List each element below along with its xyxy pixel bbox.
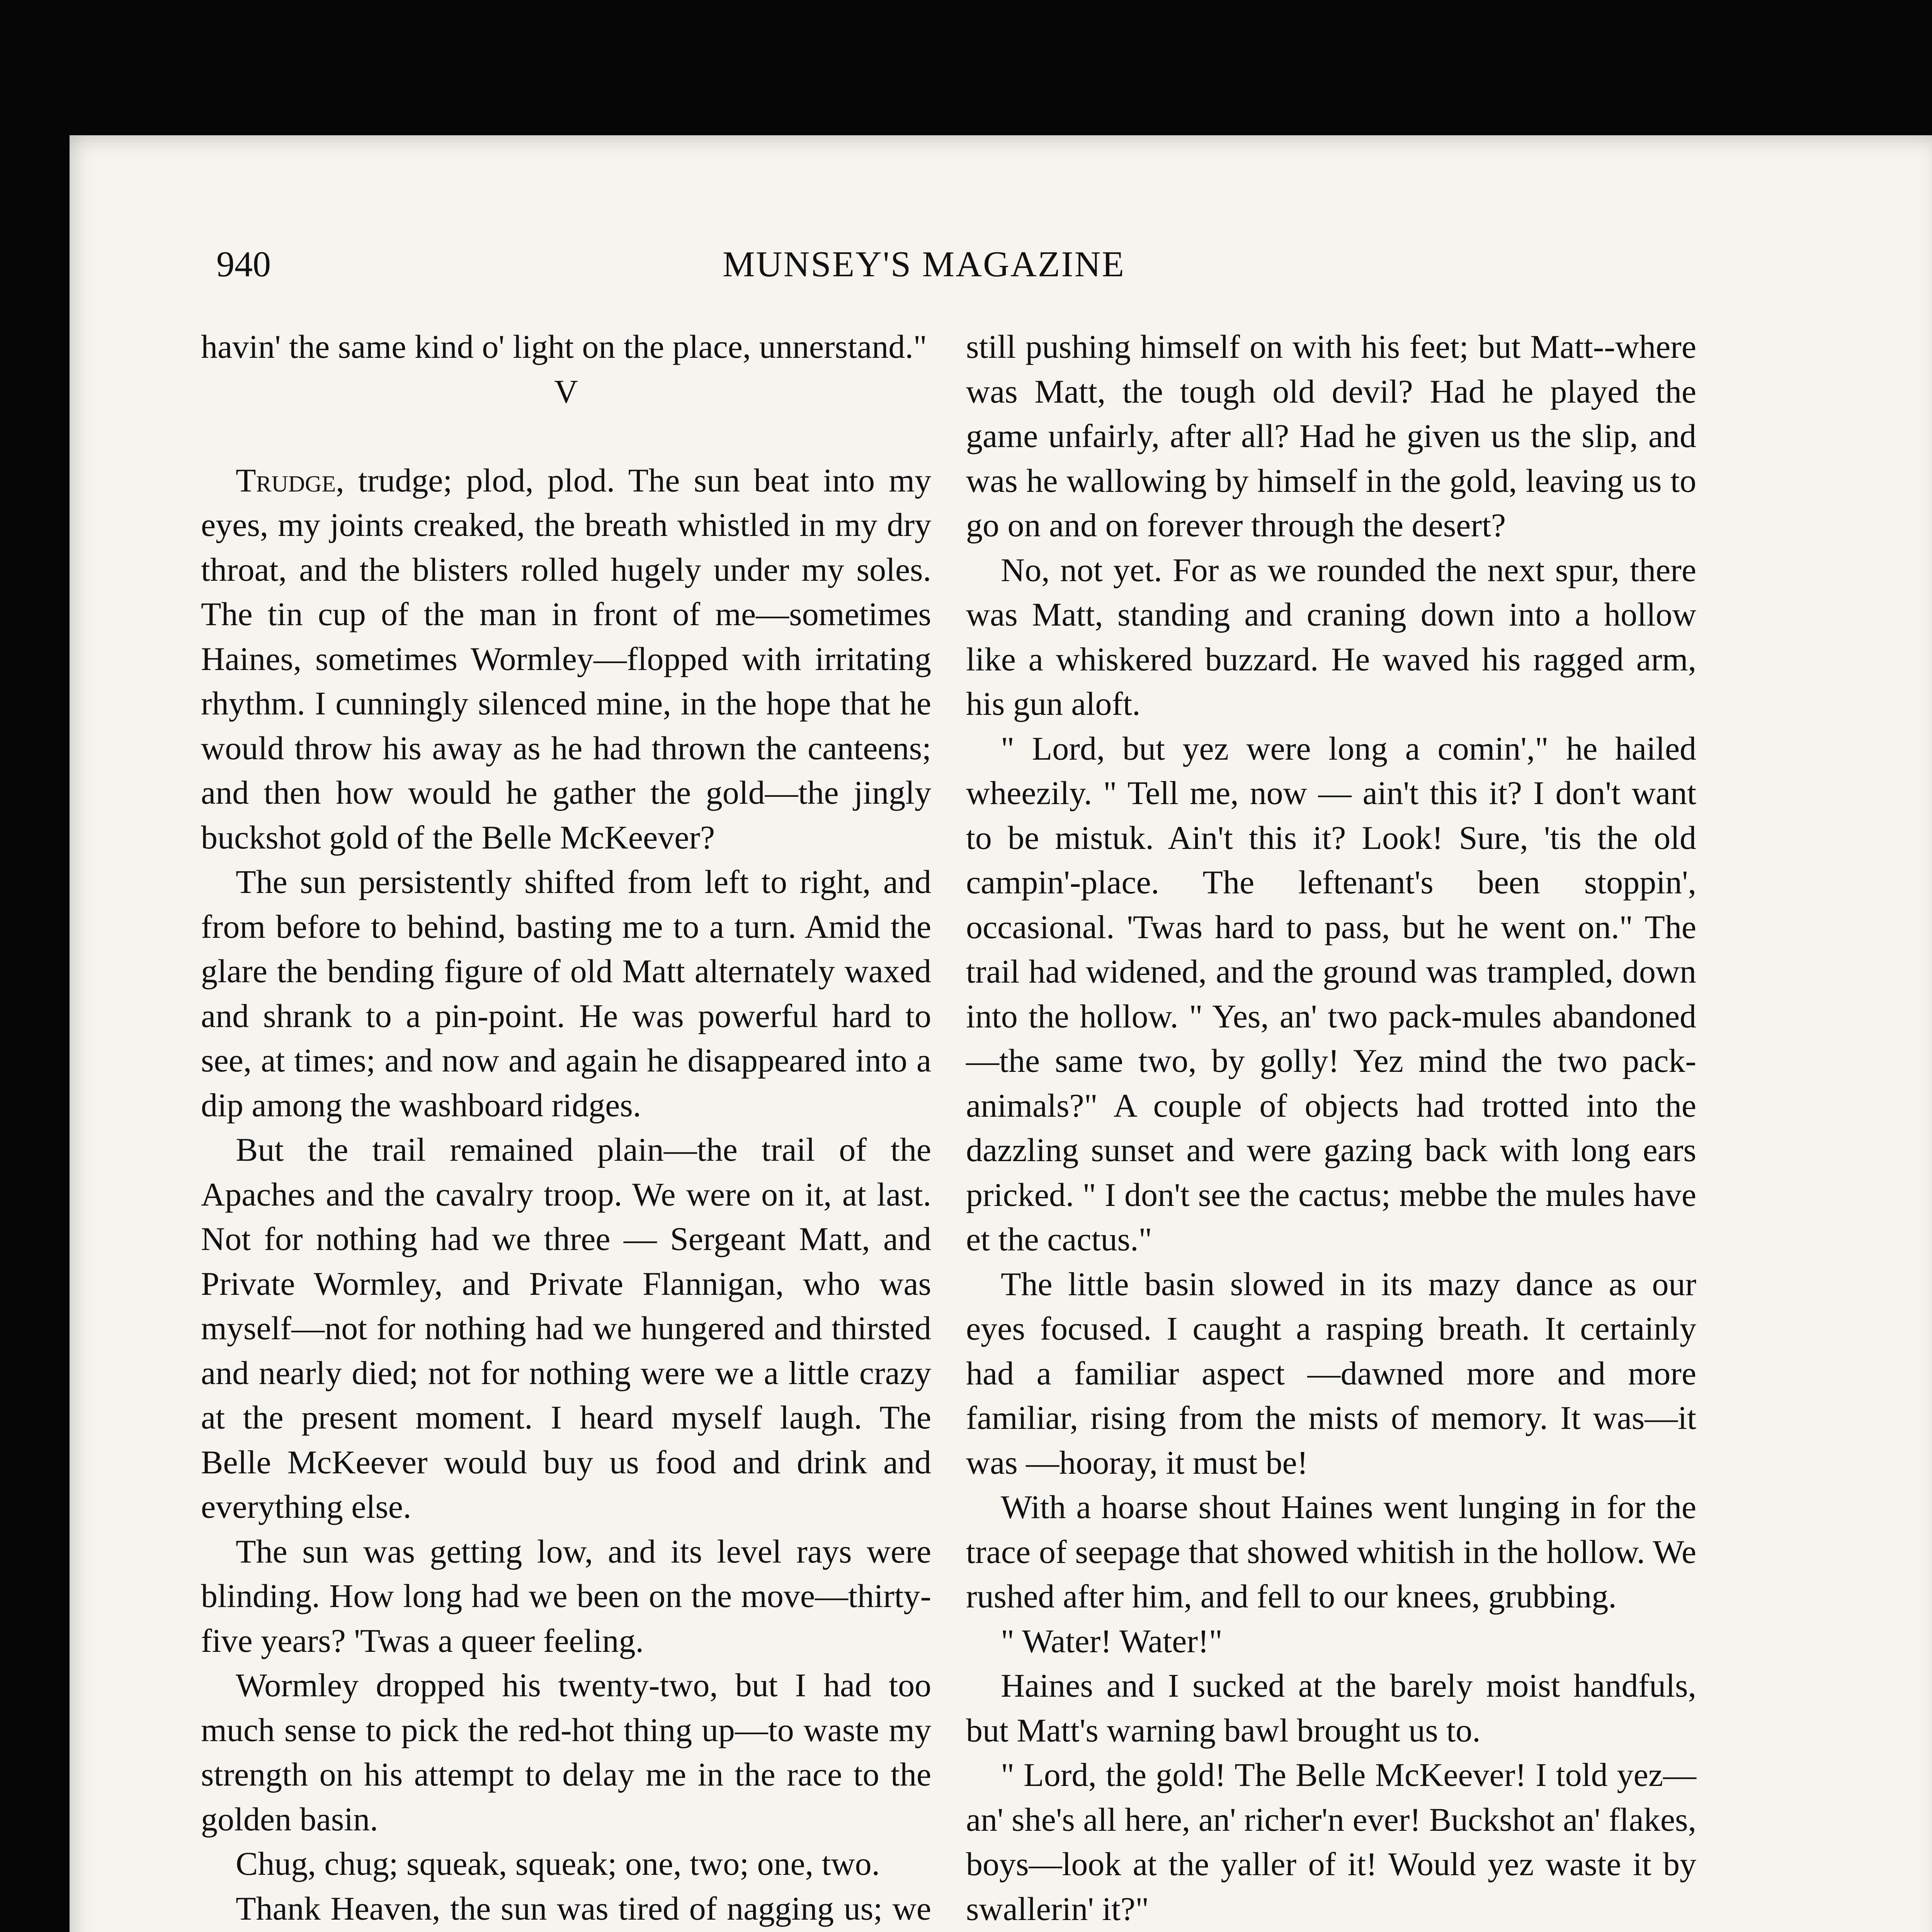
page-number: 940 bbox=[216, 244, 271, 284]
paragraph-lead: Trudge, bbox=[236, 461, 344, 499]
paragraph: Haines and I sucked at the barely moist handfuls, but Matt's warning bawl brought us to. bbox=[966, 1667, 1696, 1749]
paragraph: " Lord, the gold! The Belle McKeever! I told yez—an' she's all here, an' richer'n ever! Buckshot an' flakes, boys—look at the yaller of it! Would yez waste it by swallerin' it?" bbox=[966, 1756, 1696, 1927]
paragraph: No, not yet. For as we rounded the next spur, there was Matt, standing and craning down into a hollow like a whiskered buzzard. He waved his ragged arm, his gun aloft. bbox=[966, 551, 1696, 722]
paragraph: But the trail remained plain—the trail of the Apaches and the cavalry troop. We were on it, at last. Not for nothing had we three — Sergeant Matt, and Private Wormley, and Private Flannigan, who was myself—not for nothing had we hungered and thirsted and nearly died; not for nothing were we a little crazy at the present moment. I heard myself laugh. The Belle McKeever would buy us food and drink and everything else. bbox=[201, 1131, 931, 1525]
page-header bbox=[216, 243, 1704, 290]
paragraph: The sun was getting low, and its level rays were blinding. How long had we been on the move—thirty-five years? 'Twas a queer feeling. bbox=[201, 1532, 931, 1659]
paragraph: Thank Heaven, the sun was tired of nagging us; we bbox=[236, 1889, 931, 1927]
left-column bbox=[201, 325, 931, 1932]
paragraph: Chug, chug; squeak, squeak; one, two; one, two. bbox=[236, 1845, 880, 1882]
paragraph: " Water! Water!" bbox=[1001, 1622, 1223, 1660]
paragraph: Wormley dropped his twenty-two, but I had too much sense to pick the red-hot thing up—to waste my strength on his attempt to delay me in the race to the golden basin. bbox=[201, 1667, 931, 1838]
running-head: MUNSEY'S MAGAZINE bbox=[723, 244, 1125, 284]
paragraph: With a hoarse shout Haines went lunging in for the trace of seepage that showed whitish in the hollow. We rushed after him, and fell to our knees, grubbing. bbox=[966, 1488, 1696, 1615]
paragraph: havin' the same kind o' light on the place, unnerstand." bbox=[201, 328, 927, 365]
section-heading: V bbox=[554, 372, 578, 410]
paragraph: The little basin slowed in its mazy dance as our eyes focused. I caught a rasping breath. It certainly had a familiar aspect —dawned more and more familiar, rising from the mists of memory. It was—it was —hooray, it must be! bbox=[966, 1265, 1696, 1481]
paragraph bbox=[201, 458, 931, 860]
paragraph: still pushing himself on with his feet; but Matt--where was Matt, the tough old devil? Had he played the game unfairly, after all? Had he given us the slip, and was he wallowing by himself in the gold, leaving us to go on and on forever through the desert? bbox=[966, 328, 1696, 544]
right-column bbox=[966, 325, 1696, 1932]
paragraph: The sun persistently shifted from left to right, and from before to behind, basting me to a turn. Amid the glare the bending figure of old Matt alternately waxed and shrank to a pin-point. He was powerful hard to see, at times; and now and again he disappeared into a dip among the washboard ridges. bbox=[201, 863, 931, 1124]
paragraph-text: trudge; plod, plod. The sun beat into my eyes, my joints creaked, the breath whistled in my dry throat, and the blisters rolled hugely under my soles. The tin cup of the man in front of me—sometimes Haines, sometimes Wormley—flopped with irritating rhythm. I cunningly silenced mine, in the hope that he would throw his away as he had thrown the canteens; and then how would he gather the gold—the jingly buckshot gold of the Belle McKeever? bbox=[201, 461, 931, 856]
paragraph: " Lord, but yez were long a comin'," he hailed wheezily. " Tell me, now — ain't this it? I don't want to be mistuk. Ain't this it? Look! Sure, 'tis the old campin'-place. The leftenant's been stoppin', occasional. 'Twas hard to pass, but he went on." The trail had widened, and the ground was trampled, down into the hollow. " Yes, an' two pack-mules abandoned —the same two, by golly! Yez mind the two pack-animals?" A couple of objects had trotted into the dazzling sunset and were gazing back with long ears pricked. " I don't see the cactus; mebbe the mules have et the cactus." bbox=[966, 730, 1696, 1258]
